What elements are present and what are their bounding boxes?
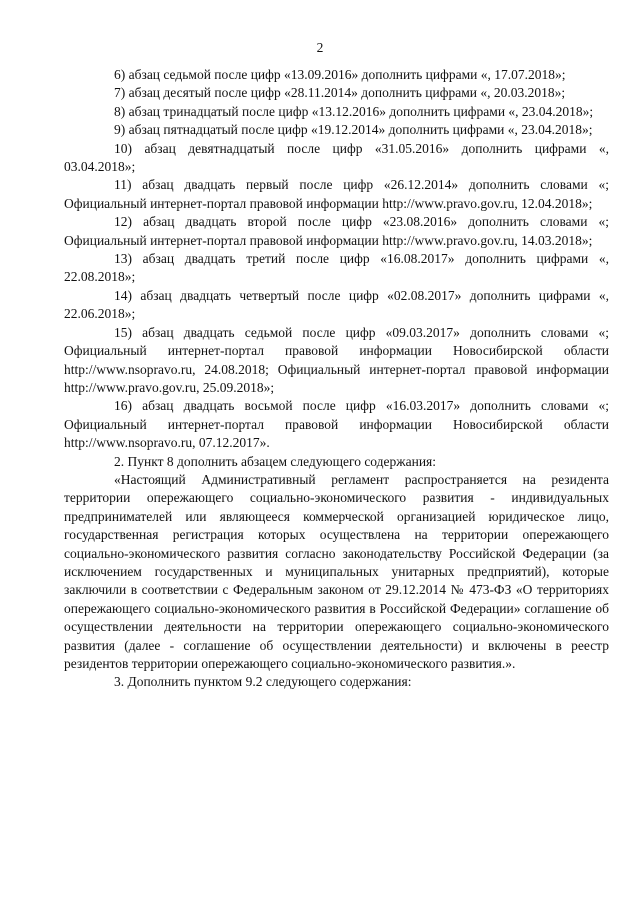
amendment-item-6: 6) абзац седьмой после цифр «13.09.2016» дополнить цифрами «, 17.07.2018»; bbox=[114, 67, 566, 82]
section-3-heading: 3. Дополнить пунктом 9.2 следующего содержания: bbox=[114, 674, 412, 690]
amendment-item-13: 13) абзац двадцать третий после цифр «16.08.2017» дополнить цифрами «, 22.08.2018»; bbox=[64, 251, 609, 285]
amendment-item-15: 15) абзац двадцать седьмой после цифр «09.03.2017» дополнить словами «; Официальный интернет-портал правовой информации Новосибирской области http://www.nsopravo.ru, 24.08.2018; Официальный интернет-портал правовой информации http://www.pravo.gov.ru, 25.09.2018»; bbox=[64, 324, 609, 395]
amendment-item-9: 9) абзац пятнадцатый после цифр «19.12.2014» дополнить цифрами «, 23.04.2018»; bbox=[114, 122, 593, 138]
amendment-item-16: 16) абзац двадцать восьмой после цифр «16.03.2017» дополнить словами «; Официальный интернет-портал правовой информации Новосибирской области http://www.nsopravo.ru, 07.12.2017». bbox=[64, 398, 609, 451]
section-2-quoted-text: «Настоящий Административный регламент распространяется на резидента территории опережающего социально-экономического развития - индивидуальных предпринимателей или являющееся коммерческой организацией юридическое лицо, государственная регистрация которых осуществлена на территории опережающего социально-экономического развития согласно законодательству Российской Федерации (за исключением государственных и муниципальных унитарных предприятий), которые заключили в соответствии с Федеральным законом от 29.12.2014 № 473-ФЗ «О территориях опережающего социально-экономического развития в Российской Федерации» соглашение об осуществлении деятельности на территории опережающего социально-экономического развития (далее - соглашение об осуществлении деятельности) и включены в реестр резидентов территории опережающего социально-экономического развития.». bbox=[64, 471, 609, 671]
amendment-item-12: 12) абзац двадцать второй после цифр «23.08.2016» дополнить словами «; Официальный интернет-портал правовой информации http://www.pravo.gov.ru, 14.03.2018»; bbox=[64, 214, 609, 248]
amendment-item-11: 11) абзац двадцать первый после цифр «26.12.2014» дополнить словами «; Официальный интернет-портал правовой информации http://www.pravo.gov.ru, 12.04.2018»; bbox=[64, 177, 609, 211]
amendment-item-8: 8) абзац тринадцатый после цифр «13.12.2016» дополнить цифрами «, 23.04.2018»; bbox=[114, 103, 594, 119]
amendment-item-7: 7) абзац десятый после цифр «28.11.2014» дополнить цифрами «, 20.03.2018»; bbox=[114, 85, 566, 101]
amendment-item-10: 10) абзац девятнадцатый после цифр «31.05.2016» дополнить цифрами «, 03.04.2018»; bbox=[64, 140, 609, 175]
page-number: 2 bbox=[316, 40, 324, 55]
section-2-heading: 2. Пункт 8 дополнить абзацем следующего содержания: bbox=[114, 453, 437, 469]
amendment-item-14: 14) абзац двадцать четвертый после цифр «02.08.2017» дополнить цифрами «, 22.06.2018»; bbox=[64, 287, 609, 322]
document-body bbox=[64, 66, 609, 692]
